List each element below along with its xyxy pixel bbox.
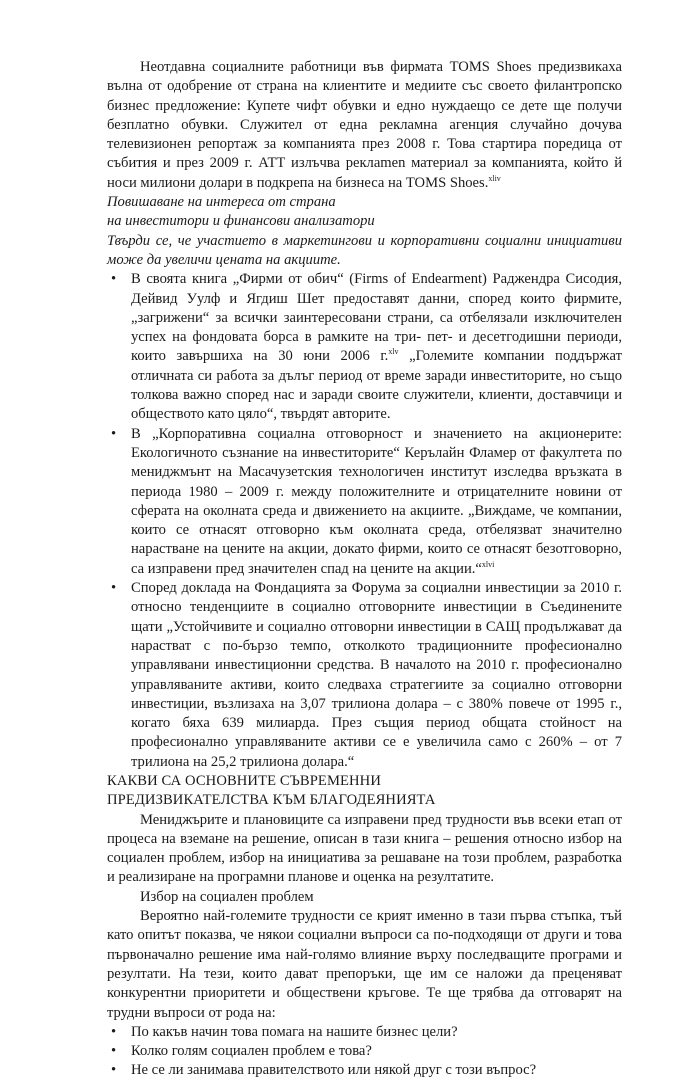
bullet-list-evidence bbox=[107, 270, 622, 772]
paragraph-difficulties: Вероятно най-големите трудности се крият именно в тази първа стъпка, тъй като опитът показва, че някои социални въпроси са по-подходящи от други и това първоначално решение има най-голямо влияние върху последващите програми и резултати. На тези, които дават препоръки, ще им се наложи да преценяват конкурентни приоритети и обществени кръгове. Те ще трябва да отговарят на трудни въпроси от рода на: bbox=[107, 908, 622, 1021]
footnote-ref: xlvi bbox=[481, 559, 495, 569]
paragraph-toms bbox=[107, 58, 622, 193]
list-item-text: В своята книга „Фирми от обич“ (Firms of Endearment) Раджендра Сисодия, Дейвид Уулф и Ягдиш Шет предоставят данни, според които фирмите, „загрижени“ за всички заинтересовани страни, са отбелязали изключителен успех на фондовата борса в рамките на три- пет- и десетгодишни периоди, които завършиха на 30 юни 2006 г. bbox=[131, 271, 622, 365]
list-item bbox=[107, 1061, 622, 1080]
italic-claim: Твърди се, че участието в маркетингови и корпоративни социални инициативи може да увеличи цената на акциите. bbox=[107, 232, 622, 268]
bullet-icon: • bbox=[111, 425, 117, 442]
list-item bbox=[107, 270, 622, 424]
paragraph-managers: Мениджърите и плановиците са изправени пред трудности във всеки етап от процеса на вземане на решение, описан в тази книга – решения относно избор на социален проблем, избор на инициатива за решаване на този проблем, разработка и реализиране на програмни планове и оценка на резултатите. bbox=[107, 811, 622, 886]
bullet-list-questions bbox=[107, 1023, 622, 1081]
bullet-icon: • bbox=[111, 1023, 117, 1040]
text-column bbox=[107, 58, 622, 1081]
section-heading-line-1: КАКВИ СА ОСНОВНИТЕ СЪВРЕМЕННИ bbox=[107, 772, 381, 789]
list-item-text: В „Корпоративна социална отговорност и значението на акционерите: Екологичното съзнание на инвеститорите“ Керълайн Фламер от факултета по мениджмънт на Масачузетския технологичен институт изследва връзката в периода 1980 – 2009 г. между положителните и отрицателните новини от сферата на околната среда и движението на акциите. „Виждаме, че компании, които се отнасят отговорно към околната среда, отбелязват значително нарастване на цените на акции, докато фирми, които се отнасят безотговорно, са изправени пред значителен спад на цените на акции.“ bbox=[131, 425, 622, 577]
list-item-text: Според доклада на Фондацията за Форума за социални инвестиции за 2010 г. относно тенденциите в социално отговорните инвестиции в Съединените щати „Устойчивите и социално отговорни инвестиции в САЩ продължават да нарастват с по-бързо темпо, отколкото традиционните професионално управлявани инвестиционни средства. В началото на 2010 г. професионално управляваните активи, които следваха стратегиите за социално отговорни инвестиции, възлизаха на 3,07 трилиона долара – с 380% повече от 1995 г., когато бяха 639 милиарда. През същия период общата стойност на професионално управляваните активи се е увеличила само с 260% – от 7 трилиона на 25,2 трилиона долара.“ bbox=[131, 580, 622, 770]
bullet-icon: • bbox=[111, 1043, 117, 1060]
list-item-text: Колко голям социален проблем е това? bbox=[131, 1043, 372, 1060]
bullet-icon: • bbox=[111, 1062, 117, 1079]
subheading-issue-choice: Избор на социален проблем bbox=[140, 888, 314, 905]
footnote-ref: xlv bbox=[388, 347, 399, 357]
list-item bbox=[107, 1042, 622, 1061]
section-heading-line-2: ПРЕДИЗВИКАТЕЛСТВА КЪМ БЛАГОДЕЯНИЯТА bbox=[107, 792, 436, 809]
italic-subheading-1: Повишаване на интереса от страна bbox=[107, 194, 336, 211]
italic-subheading-2: на инвеститори и финансови анализатори bbox=[107, 213, 375, 230]
list-item bbox=[107, 1023, 622, 1042]
bullet-icon: • bbox=[111, 271, 117, 288]
paragraph-text: Неотдавна социалните работници във фирмата TOMS Shoes предизвикаха вълна от одобрение от страна на клиентите и медиите със своето филантропско бизнес предложение: Купете чифт обувки и едно нуждаещо се дете ще получи безплатно обувки. Служител от една рекламна агенция случайно дочува телевизионен репортаж за компанията през 2008 г. Това стартира поредица от събития и през 2009 г. АТТ излъчва реклamen материал за компанията, който й носи милиони долари в подкрепа на бизнеса на TOMS Shoes. bbox=[107, 59, 622, 191]
list-item-text-tail: „Големите компании поддържат отличната си работа за дълъг период от време заради инвеститорите, но също толкова важно според нас и заради своите служители, клиенти, доставчици и обществото като цяло“, твърдят авторите. bbox=[131, 348, 622, 423]
list-item bbox=[107, 425, 622, 579]
list-item-text: Не се ли занимава правителството или някой друг с този въпрос? bbox=[131, 1062, 537, 1079]
list-item-text: По какъв начин това помага на нашите бизнес цели? bbox=[131, 1023, 458, 1040]
bullet-icon: • bbox=[111, 580, 117, 597]
list-item bbox=[107, 579, 622, 772]
footnote-ref: xliv bbox=[488, 173, 501, 183]
